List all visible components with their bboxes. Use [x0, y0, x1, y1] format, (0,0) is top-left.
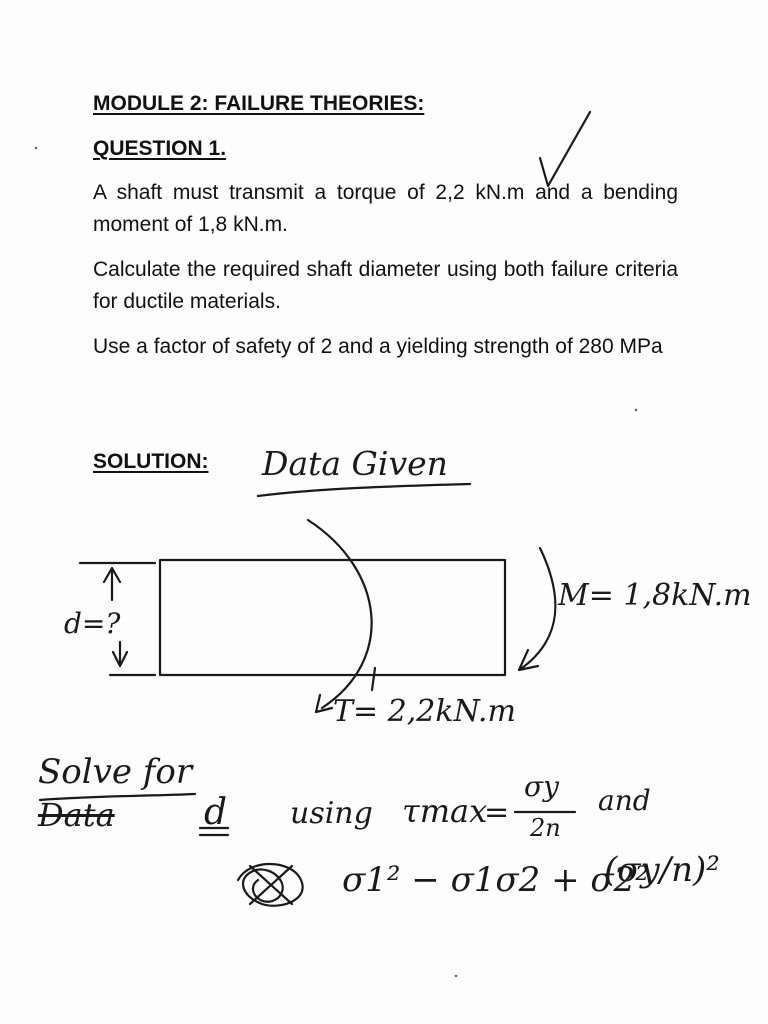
- moment-arc-arrow-icon: [519, 548, 555, 670]
- two-n-denominator: 2n: [530, 814, 561, 842]
- paper-speck: [455, 975, 457, 977]
- and-note: and: [598, 784, 651, 817]
- solve-for-underline: [40, 794, 195, 800]
- check-mark-icon: [540, 112, 590, 186]
- struck-word: Data: [38, 796, 115, 834]
- d-double-underline: [200, 828, 228, 835]
- shaft-rectangle: [160, 560, 505, 675]
- solve-for-note: Solve for: [38, 752, 193, 792]
- data-given-underline: [258, 484, 470, 496]
- paper-speck: [35, 147, 37, 149]
- sigma-y-numerator: σy: [524, 770, 559, 803]
- module-title: MODULE 2: FAILURE THEORIES:: [93, 92, 425, 115]
- torque-arc-arrow-icon: [308, 520, 372, 712]
- question-paragraph-2: Calculate the required shaft diameter using both failure criteria for ductile materials.: [93, 258, 678, 313]
- data-given-note: Data Given: [262, 444, 448, 483]
- torque-note: T= 2,2kN.m: [333, 694, 516, 729]
- von-mises-lhs: σ1² − σ1σ2 + σ2²: [342, 860, 649, 900]
- dimension-down-arrow-icon: [113, 642, 127, 666]
- tau-max-symbol: τmax: [402, 792, 488, 830]
- von-mises-rhs: (σy/n)²: [604, 850, 720, 890]
- using-note: using: [290, 796, 373, 831]
- torque-tick-mark: [372, 668, 375, 690]
- dimension-up-arrow-icon: [104, 568, 120, 600]
- moment-note: M= 1,8kN.m: [558, 578, 752, 613]
- diameter-note: d=?: [64, 607, 121, 640]
- solution-label: SOLUTION:: [93, 450, 209, 473]
- paper-speck: [635, 409, 637, 411]
- d-symbol: d: [204, 792, 228, 833]
- question-label: QUESTION 1.: [93, 137, 227, 160]
- equals-sign: =: [484, 795, 510, 830]
- question-paragraph-3: Use a factor of safety of 2 and a yielding strength of 280 MPa: [93, 335, 663, 358]
- question-paragraph-1: A shaft must transmit a torque of 2,2 kN.m and a bending moment of 1,8 kN.m.: [93, 181, 678, 236]
